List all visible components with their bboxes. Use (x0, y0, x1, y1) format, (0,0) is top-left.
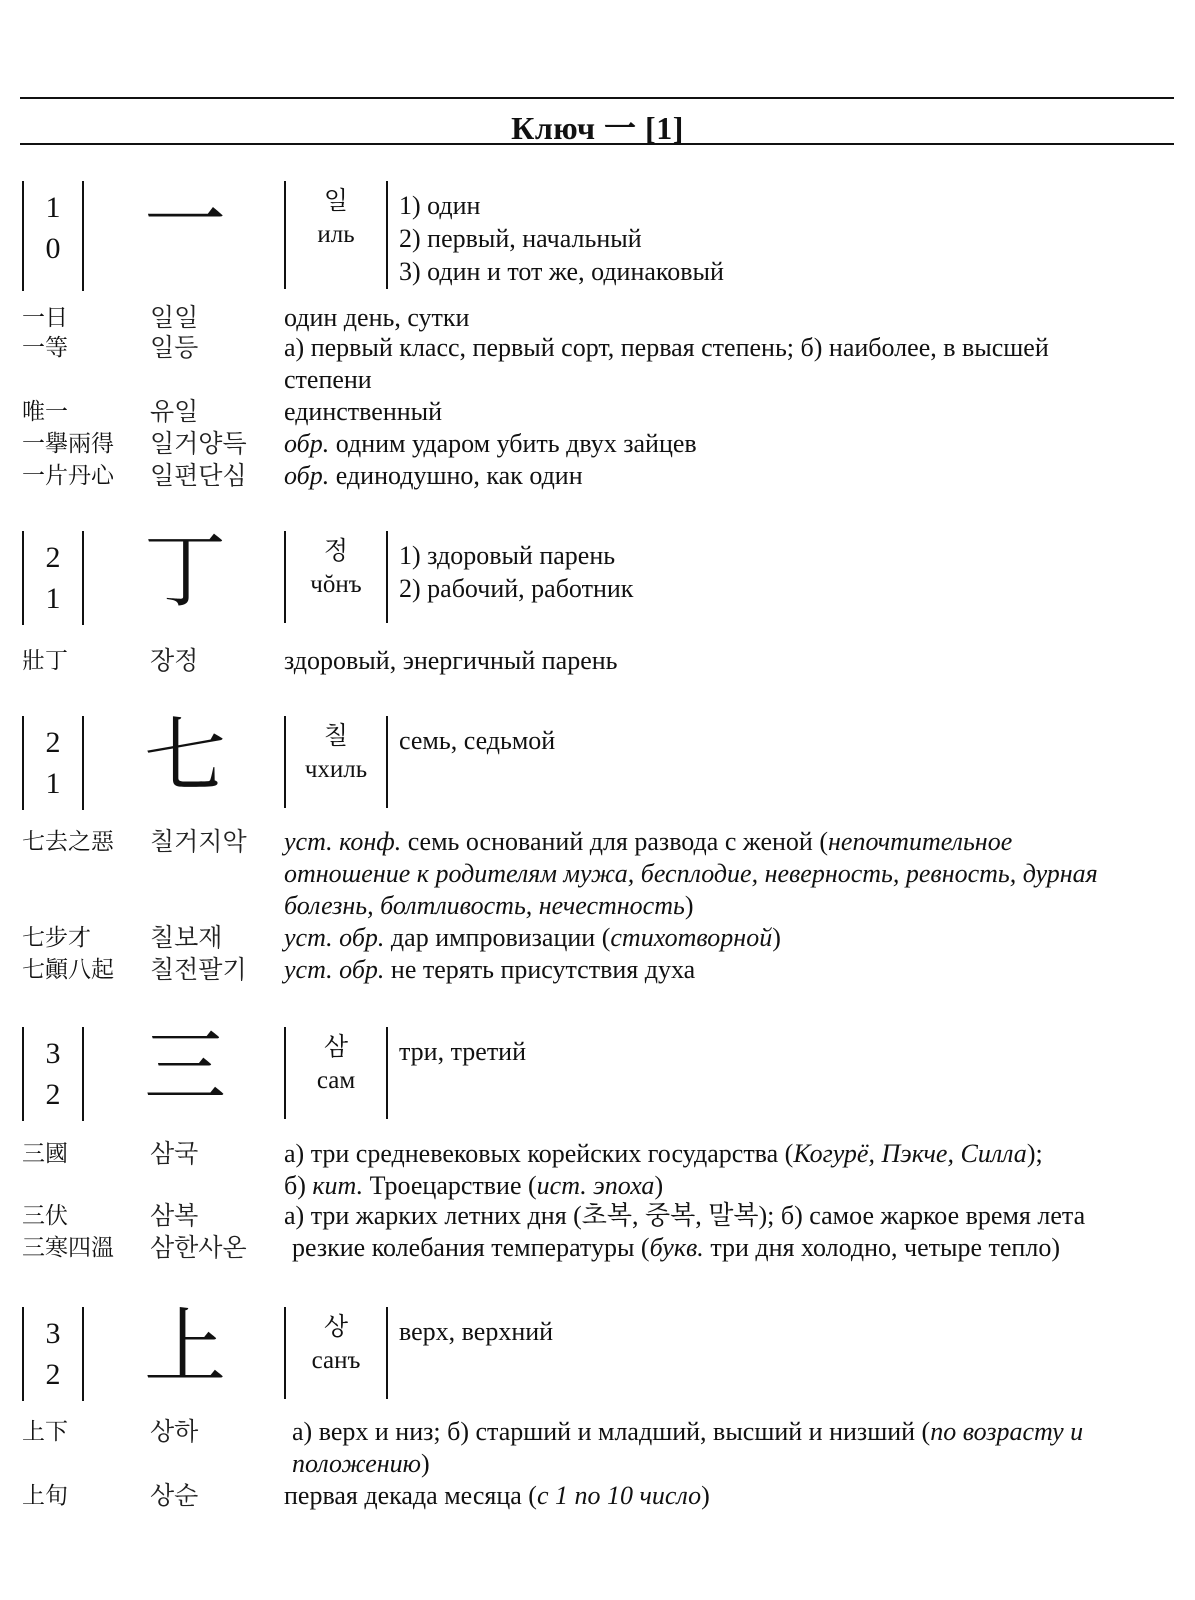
hangul-reading: 삼 (323, 1034, 349, 1061)
usage-label: обр. (284, 429, 330, 458)
compound-hanja: 一片丹心 (22, 463, 114, 489)
compound-hanja: 上下 (22, 1419, 68, 1445)
total-strokes: 2 (45, 726, 61, 759)
compound-hanja: 一等 (22, 335, 68, 361)
cyrillic-reading: санъ (311, 1347, 361, 1374)
compound-hangul: 유일 (150, 397, 199, 426)
extra-strokes: 2 (45, 1078, 61, 1111)
cyrillic-reading: иль (317, 221, 355, 248)
compound-hangul: 칠전팔기 (150, 955, 247, 984)
compound-meaning: обр. единодушно, как один (284, 461, 583, 490)
compound-hanja: 三伏 (22, 1203, 68, 1229)
compound-hangul: 일편단심 (150, 461, 247, 490)
compound-hangul: 상순 (150, 1481, 199, 1510)
compound-meaning: а) три жарких летних дня (초복, 중복, 말복); б) самое жаркое время лета (284, 1201, 1086, 1230)
compound-hanja: 壯丁 (22, 648, 68, 674)
compound-meaning: первая декада месяца (с 1 по 10 число) (284, 1481, 710, 1510)
total-strokes: 3 (45, 1037, 61, 1070)
headword-glyph: 三 (143, 1020, 226, 1115)
compound-hangul: 장정 (150, 646, 199, 675)
hangul-reading: 일 (323, 188, 349, 215)
total-strokes: 2 (45, 541, 61, 574)
page-title: Ключ 一 [1] (511, 110, 684, 146)
extra-strokes: 0 (45, 232, 61, 265)
compound-meaning: здоровый, энергичный парень (284, 646, 618, 675)
stroke-count-box (22, 181, 84, 291)
stroke-count-box (22, 716, 84, 810)
definition: 1) здоровый парень (399, 541, 616, 570)
cyrillic-reading: чŏнъ (310, 571, 362, 598)
usage-label: обр. (284, 461, 330, 490)
definitions (399, 189, 724, 288)
compound-hangul: 삼국 (150, 1139, 199, 1168)
compound-hanja: 七步才 (22, 925, 91, 951)
reading-box (284, 1307, 388, 1399)
reading-box (284, 1027, 388, 1119)
compound-hanja: 一擧兩得 (22, 431, 114, 457)
definition: 1) один (399, 191, 481, 220)
headword-glyph: 丁 (143, 524, 226, 619)
cyrillic-reading: сам (316, 1067, 356, 1094)
compound-hangul: 일일 (150, 303, 199, 332)
definition: 2) первый, начальный (399, 224, 642, 253)
compound-hanja: 三寒四溫 (22, 1235, 114, 1261)
headword-glyph: 上 (143, 1300, 226, 1395)
compound-meaning: а) верх и низ; б) старший и младший, высший и низший (по возрасту и положению) (292, 1417, 1084, 1478)
compound-hanja: 七顚八起 (22, 957, 114, 983)
definitions (399, 1315, 553, 1348)
definitions (399, 724, 555, 757)
usage-label: букв. (649, 1233, 704, 1262)
reading-box (284, 531, 388, 623)
hangul-reading: 상 (323, 1314, 349, 1341)
compound-hanja: 唯一 (22, 399, 68, 425)
compound-hangul: 상하 (150, 1417, 199, 1446)
reading-box (284, 716, 388, 808)
definition: три, третий (399, 1037, 527, 1066)
stroke-count-box (22, 1027, 84, 1121)
compound-meaning: а) первый класс, первый сорт, первая степень; б) наиболее, в высшей степени (284, 333, 1049, 394)
compound-hangul: 삼복 (150, 1201, 199, 1230)
definition: 2) рабочий, работник (399, 574, 634, 603)
extra-strokes: 2 (45, 1358, 61, 1391)
top-rule (20, 97, 1174, 99)
compound-meaning: резкие колебания температуры (букв. три дня холодно, четыре тепло) (292, 1233, 1060, 1262)
reading-box (284, 181, 388, 289)
header-rule (20, 143, 1174, 145)
definitions (399, 1035, 526, 1068)
total-strokes: 3 (45, 1317, 61, 1350)
compound-hangul: 칠거지악 (150, 827, 247, 856)
compound-hangul: 칠보재 (150, 923, 223, 952)
compound-hangul: 삼한사온 (150, 1233, 247, 1262)
usage-label: уст. обр. (284, 955, 385, 984)
stroke-count-box (22, 531, 84, 625)
extra-strokes: 1 (45, 582, 61, 615)
compound-meaning: уст. конф. семь оснований для развода с женой (непочтительное отношение к родителям мужа, бесплодие, неверность, ревность, дурная болезнь, болтливость, нечестность) (284, 827, 1098, 920)
definition: 3) один и тот же, одинаковый (399, 257, 724, 286)
extra-strokes: 1 (45, 767, 61, 800)
compound-hanja: 一日 (22, 305, 68, 331)
compound-meaning: уст. обр. дар импровизации (стихотворной) (284, 923, 781, 952)
cyrillic-reading: чхиль (304, 756, 368, 783)
headword-glyph: 一 (143, 174, 226, 269)
definition: семь, седьмой (399, 726, 556, 755)
stroke-count-box (22, 1307, 84, 1401)
usage-label: уст. обр. (284, 923, 385, 952)
hangul-reading: 정 (323, 538, 349, 565)
definitions (399, 539, 633, 605)
compound-meaning: обр. одним ударом убить двух зайцев (284, 429, 697, 458)
usage-label: уст. конф. (284, 827, 402, 856)
compound-hanja: 三國 (22, 1141, 68, 1167)
definition: верх, верхний (399, 1317, 554, 1346)
headword-glyph: 七 (143, 709, 226, 804)
compound-meaning: единственный (284, 397, 443, 426)
compound-hanja: 七去之惡 (22, 829, 114, 855)
compound-hangul: 일거양득 (150, 429, 247, 458)
compound-meaning: уст. обр. не терять присутствия духа (284, 955, 696, 984)
hangul-reading: 칠 (323, 723, 349, 750)
total-strokes: 1 (45, 191, 61, 224)
compound-meaning: один день, сутки (284, 303, 470, 332)
compound-meaning: а) три средневековых корейских государства (Когурё, Пэкче, Силла); б) кит. Троецарствие (ист. эпоха) (284, 1139, 1043, 1200)
compound-hangul: 일등 (150, 333, 199, 362)
compound-hanja: 上旬 (22, 1483, 68, 1509)
